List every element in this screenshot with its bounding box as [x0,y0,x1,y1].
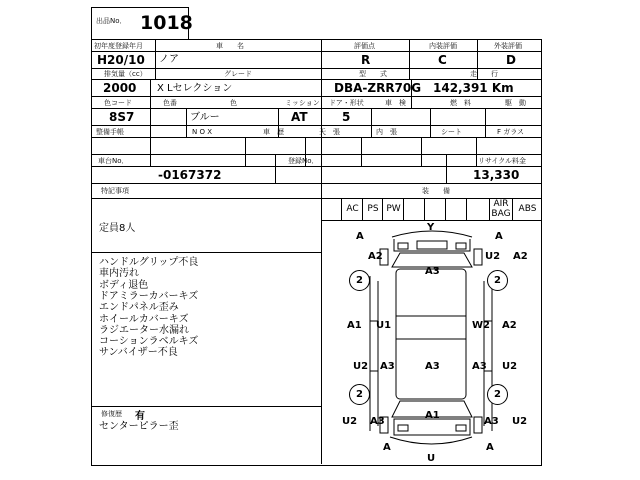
equipment-blank [466,198,490,220]
rule [91,154,541,155]
fuel-label: 燃 料 [450,99,471,107]
recycle-value: 13,330 [473,168,520,182]
damage-code: U2 [342,416,358,427]
rule [361,137,362,166]
wheel-front-right [474,249,482,265]
damage-code: A1 [425,410,440,421]
damage-code: A [356,231,364,242]
rule [91,166,541,167]
color-code-label: 色コード [104,99,132,107]
reg-no-label: 登録No． [288,157,319,165]
displacement-value: 2000 [103,81,137,95]
wheel-rear-right [474,417,482,433]
equipment-blank [424,198,446,220]
note-item: サンバイザー不良 [99,347,178,359]
color-value: ブルー [190,112,220,123]
drive-label: 駆 動 [505,99,526,107]
rule [91,252,321,253]
repair-history-label: 修復歴 [101,410,122,418]
capacity-text: 定員8人 [99,223,136,234]
first-reg-label: 初年度登録年月 [94,42,143,50]
equipment-blank [445,198,467,220]
damage-code: A3 [380,361,395,372]
roof-outline [396,269,466,399]
rule [150,79,151,108]
equipment-ac: AC [341,198,363,220]
damage-code-circled: 2 [349,270,370,291]
lot-label: 出品No． [96,17,127,25]
grade-value: X Lセレクション [157,83,233,94]
front-headlight-right [456,243,466,249]
note-item: ホイールカバーキズ [99,313,189,325]
rule [91,406,321,407]
inspection-label: 車 検 [385,99,406,107]
mileage-label: 走 行 [470,70,498,78]
remarks-label: 特記事項 [101,187,129,195]
first-reg-value: H20/10 [97,53,145,67]
damage-code: A3 [425,361,440,372]
damage-code: U2 [512,416,528,427]
equipment-abs: ABS [512,198,542,220]
damage-code: A2 [502,320,517,331]
model-label: 型 式 [359,70,387,78]
color-code-value: 8S7 [109,110,135,124]
history-label: 車 歴 [263,128,284,136]
equipment-blank [403,198,425,220]
note-item: 車内汚れ [99,268,139,280]
interior-label: 内 張 [376,128,397,136]
f-glass-label: F ガラス [497,128,525,136]
note-item: コーションラベルキズ [99,336,199,348]
rule [421,137,422,166]
damage-code: A3 [484,416,499,427]
front-headlight-left [398,243,408,249]
damage-code: A3 [472,361,487,372]
displacement-label: 排気量（cc） [104,70,147,78]
rule [150,137,151,166]
damage-code: U2 [502,361,518,372]
model-value: DBA-ZRR70G [334,81,422,95]
rule [485,108,486,137]
damage-code: A [486,442,494,453]
rule [245,137,246,166]
equipment-label: 装 備 [422,187,450,195]
score-label: 評価点 [354,42,375,50]
rule [91,96,541,97]
rule [91,79,541,80]
damage-code: U2 [353,361,369,372]
car-name-value: ノア [159,54,179,65]
transmission-value: AT [291,110,308,124]
damage-code-circled: 2 [349,384,370,405]
damage-code: U2 [485,251,501,262]
nox-label: N O X [192,128,212,136]
rule [446,154,447,183]
rule [91,51,541,52]
lot-number: 1018 [140,12,193,34]
damage-code: W2 [472,320,490,331]
damage-code: A [495,231,503,242]
int-score-value: C [438,53,447,67]
damage-code: A [383,442,391,453]
note-item: ドアミラーカバーキズ [99,290,199,302]
door-shape-label: ドア・形状 [329,99,364,107]
note-item: ラジエーター水漏れ [99,324,189,336]
damage-code-front: Y [427,222,435,233]
damage-code: A2 [513,251,528,262]
damage-code-circled: 2 [487,270,508,291]
rule [186,108,187,137]
note-item: ハンドルグリップ不良 [99,257,199,268]
sunroof-label: 天 張 [319,128,340,136]
rule [371,108,372,137]
chassis-no-value: -0167372 [158,168,222,182]
car-name-label: 車 名 [216,42,244,50]
damage-code: A2 [368,251,383,262]
int-score-label: 内装評価 [429,42,457,50]
front-grille [417,241,447,249]
rule [275,154,276,183]
color-no-label: 色番 [163,99,177,107]
damage-code: A1 [347,320,362,331]
equipment-pw: PW [382,198,404,220]
damage-code-circled: 2 [487,384,508,405]
grade-label: グレード [224,70,252,78]
rule [409,39,410,79]
rule [91,108,541,109]
rule [430,108,431,137]
damage-code: A3 [370,416,385,427]
score-value: R [361,53,371,67]
ext-score-value: D [506,53,516,67]
damage-code: A3 [425,266,440,277]
color-label: 色 [230,99,237,107]
equipment-airbag: AIR BAG [489,198,512,220]
ext-score-label: 外装評価 [494,42,522,50]
recycle-label: リサイクル料金 [478,157,527,165]
rear-lamp-right [456,425,466,431]
note-item: ボディ退色 [99,279,149,291]
rule [91,68,541,69]
windshield-outline [392,253,472,267]
rear-bumper-outline [390,437,472,444]
transmission-label: ミッション [285,99,320,107]
manual-label: 整備手帳 [96,128,124,136]
rule [91,125,541,126]
doors-value: 5 [342,110,351,124]
mileage-value: 142,391 Km [433,81,514,95]
rule [341,198,342,220]
equipment-ps: PS [362,198,383,220]
damage-code-bottom: U [427,453,436,464]
equipment-row [341,198,541,220]
rule [91,183,541,184]
chassis-no-label: 車台No． [98,157,129,165]
note-item: エンドパネル歪み [99,302,179,314]
repair-note: センターピラー歪 [99,421,179,432]
rear-lamp-left [398,425,408,431]
repair-history-value: 有 [135,411,145,422]
seat-label: シート [441,128,462,136]
rule [150,108,151,137]
rule [155,39,156,79]
rule [91,137,541,138]
rule [476,137,477,166]
damage-code: U1 [376,320,392,331]
